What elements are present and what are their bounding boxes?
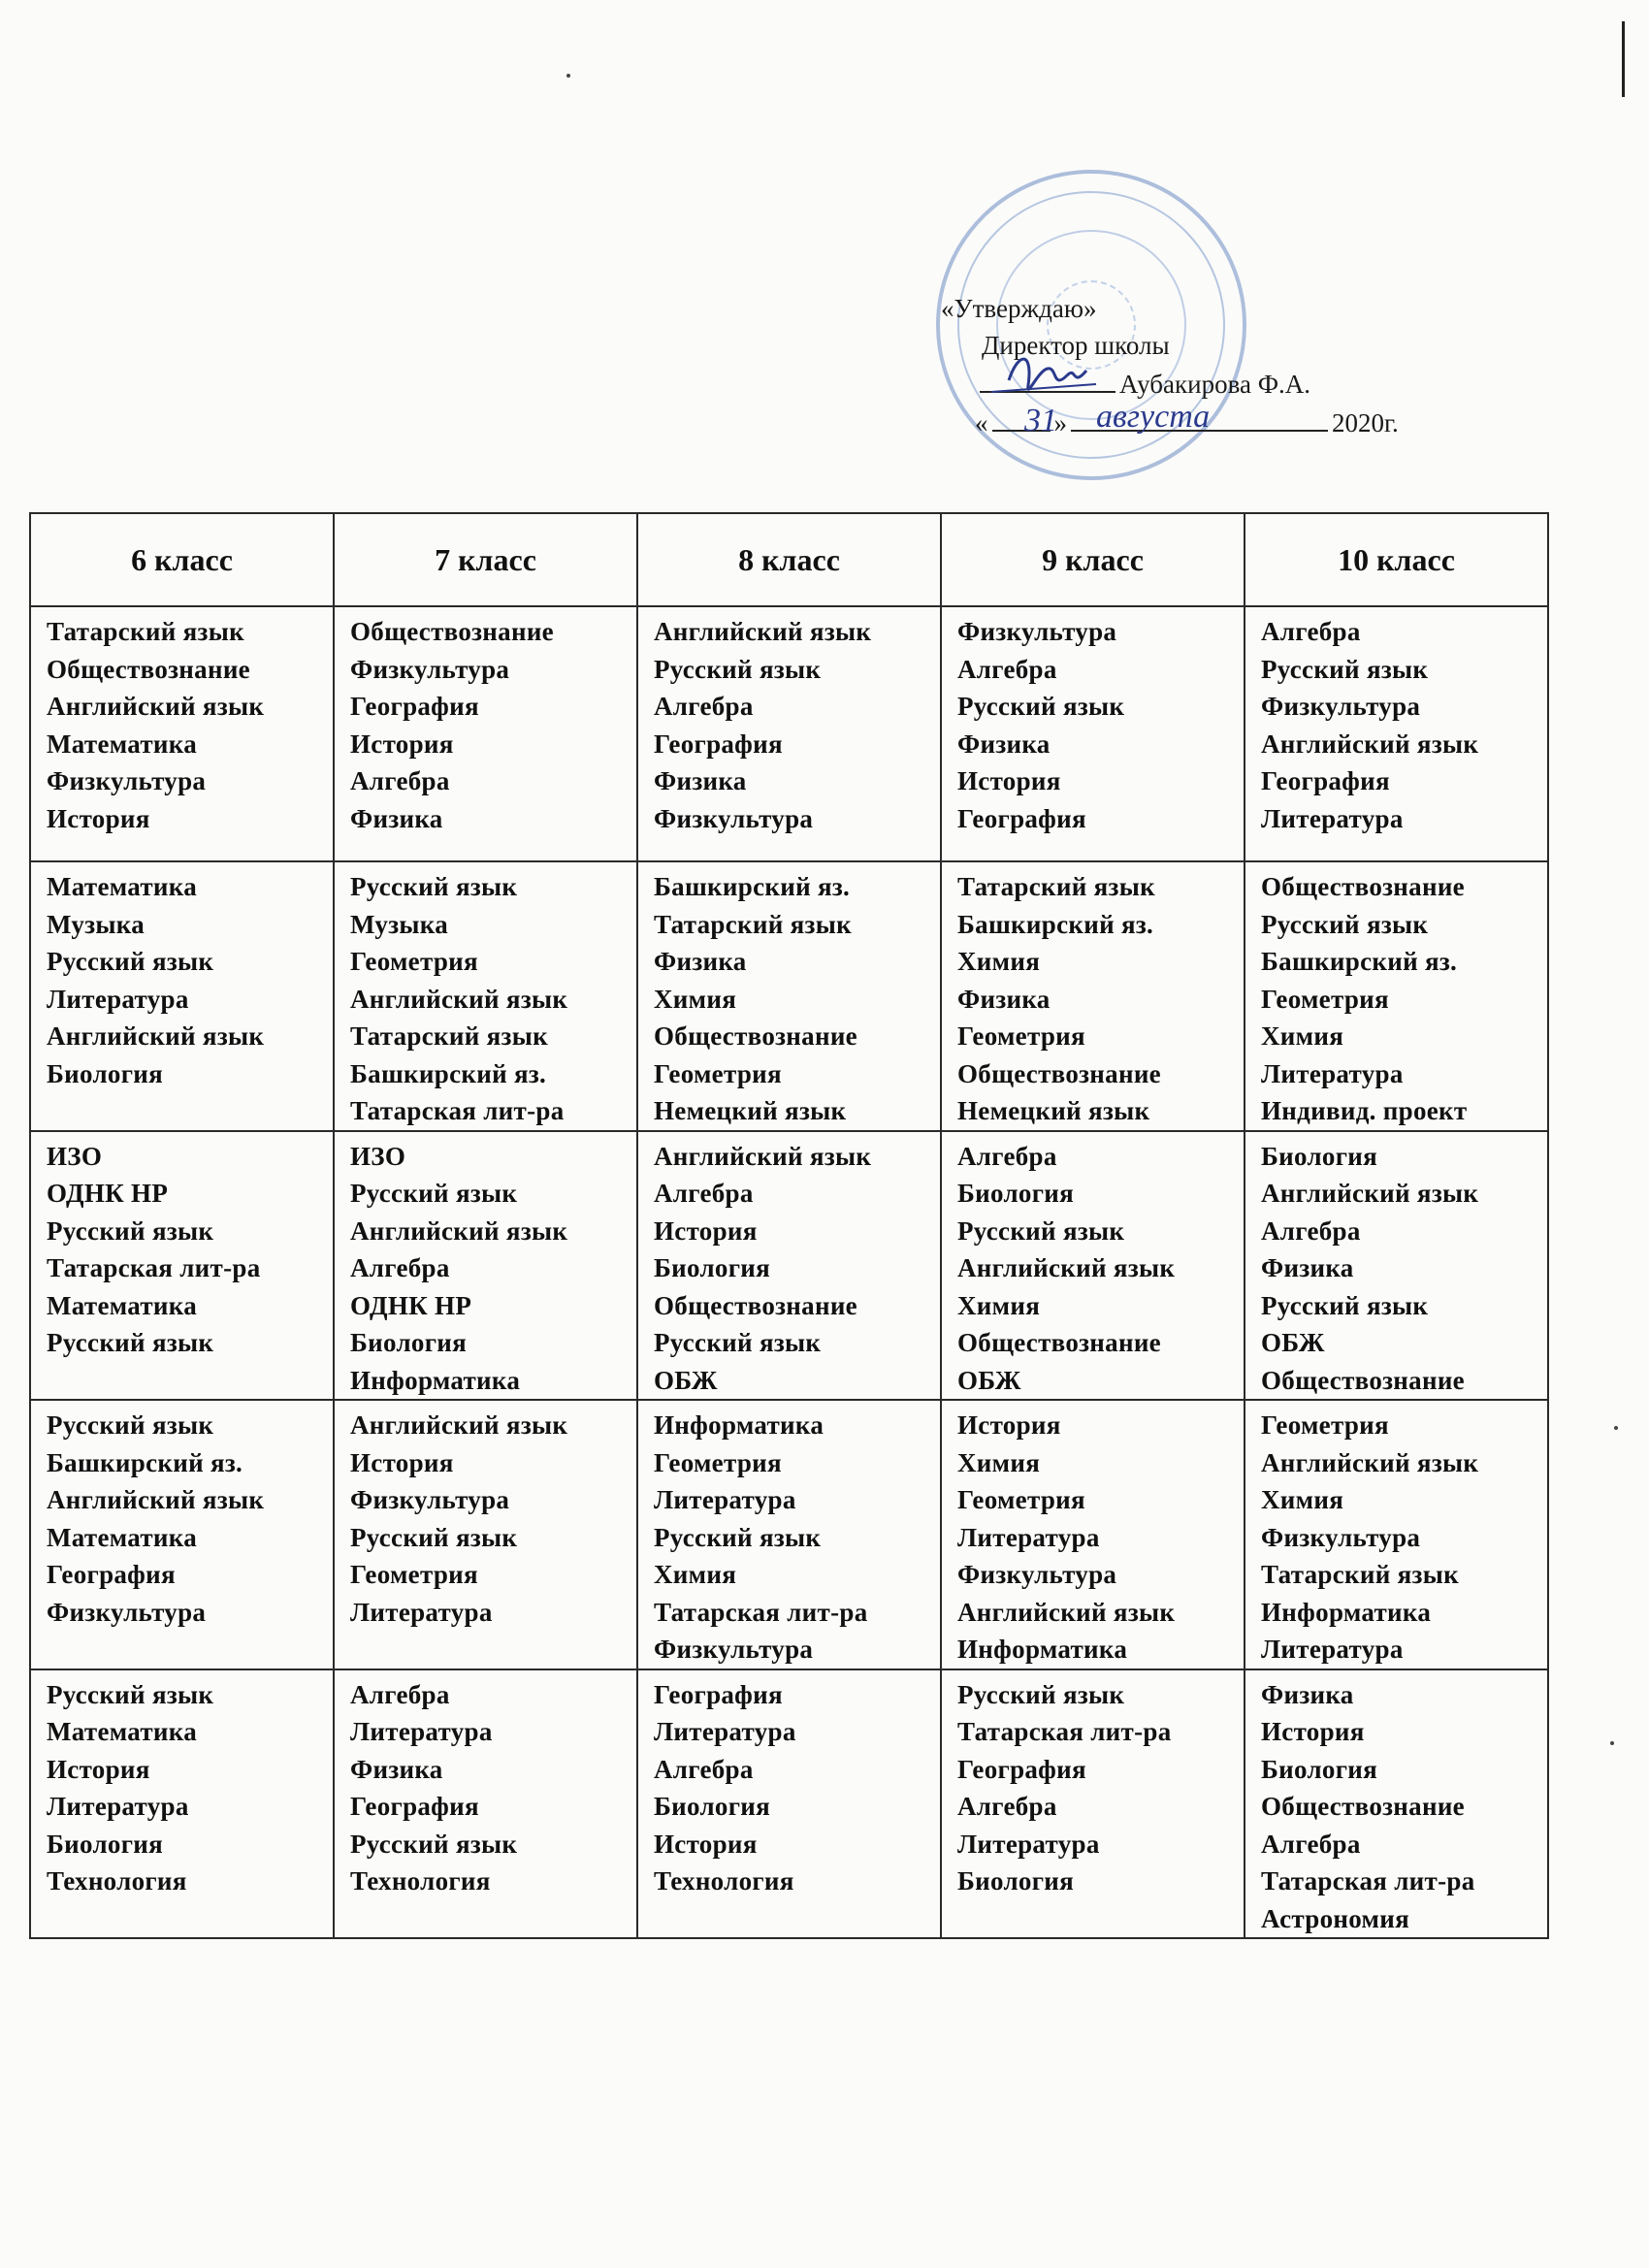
lesson-item: Геометрия (350, 947, 478, 976)
lesson-item: Биология (47, 1829, 164, 1859)
lesson-item: География (654, 729, 783, 759)
lesson-item: Алгебра (654, 1754, 754, 1784)
lesson-item: Татарский язык (957, 872, 1155, 901)
lesson-item: Музыка (350, 909, 449, 939)
lesson-item: Химия (957, 947, 1041, 976)
lesson-item: История (47, 1754, 150, 1784)
lesson-item: Алгебра (1261, 1215, 1361, 1246)
lesson-item: Русский язык (957, 1679, 1125, 1709)
lesson-item: Алгебра (1261, 1829, 1361, 1859)
lesson-item: Немецкий язык (957, 1096, 1150, 1125)
scan-speck (566, 74, 570, 78)
lesson-item: Татарский язык (1261, 1560, 1459, 1589)
lesson-item: Русский язык (350, 1179, 518, 1208)
lesson-item: Обществознание (1261, 1792, 1465, 1821)
lesson-item: Химия (957, 1447, 1041, 1477)
lesson-item: Физика (1261, 1253, 1354, 1282)
lesson-item: Немецкий язык (654, 1096, 847, 1125)
lesson-item: Музыка (47, 909, 146, 939)
lesson-item: Химия (1261, 1485, 1344, 1514)
schedule-cell (637, 1131, 941, 1401)
schedule-cell (1245, 606, 1548, 861)
lesson-item: ОБЖ (1261, 1328, 1325, 1357)
date-year: 2020г. (1332, 408, 1399, 437)
lesson-item: Технология (350, 1866, 491, 1895)
lesson-item: Русский язык (47, 1215, 214, 1246)
lesson-item: Алгебра (350, 1253, 450, 1282)
lesson-item: ИЗО (350, 1141, 406, 1171)
lesson-item: Русский язык (957, 692, 1125, 721)
day-row (30, 1400, 1548, 1669)
lesson-item: Русский язык (47, 1410, 214, 1440)
lesson-item: Английский язык (654, 1141, 872, 1171)
lesson-item: Биология (1261, 1754, 1378, 1784)
schedule-cell (941, 1400, 1245, 1669)
lesson-item: Татарский язык (654, 909, 852, 939)
day-row (30, 861, 1548, 1131)
lesson-item: Русский язык (350, 1829, 518, 1859)
lesson-item: География (47, 1560, 176, 1589)
lesson-item: Физика (654, 947, 747, 976)
lesson-item: Биология (654, 1253, 771, 1282)
lesson-item: Обществознание (47, 654, 250, 684)
lesson-item: Геометрия (957, 1021, 1085, 1051)
svg-text:августа: августа (1096, 399, 1211, 435)
lesson-item: Литература (957, 1522, 1100, 1552)
schedule-cell (30, 1669, 334, 1939)
lesson-item: Алгебра (350, 766, 450, 795)
lesson-item: Биология (654, 1792, 771, 1821)
lesson-item: Русский язык (1261, 909, 1429, 939)
lesson-item: География (654, 1679, 783, 1709)
lesson-item: Математика (47, 1290, 198, 1320)
lesson-item: Литература (654, 1485, 796, 1514)
lesson-item: Химия (1261, 1021, 1344, 1051)
lesson-item: Английский язык (957, 1597, 1176, 1627)
lesson-item: Английский язык (47, 692, 265, 721)
lesson-item: Английский язык (47, 1485, 265, 1514)
lesson-item: Обществознание (654, 1290, 857, 1320)
lesson-item: ОДНК НР (350, 1290, 472, 1320)
lesson-item: Русский язык (654, 654, 822, 684)
lesson-item: Математика (47, 1717, 198, 1746)
lesson-item: Биология (350, 1328, 468, 1357)
schedule-cell (30, 1131, 334, 1401)
lesson-item: Алгебра (957, 654, 1057, 684)
lesson-item: География (350, 692, 479, 721)
lesson-item: География (1261, 766, 1390, 795)
lesson-item: Литература (1261, 1058, 1404, 1088)
lesson-item: История (1261, 1717, 1365, 1746)
day-row (30, 1669, 1548, 1939)
class-header: 10 класс (1245, 513, 1548, 606)
lesson-item: Русский язык (47, 947, 214, 976)
date-quote-open: « (975, 408, 988, 437)
lesson-item: Литература (1261, 803, 1404, 833)
lesson-item: Химия (654, 1560, 737, 1589)
lesson-item: Геометрия (1261, 1410, 1389, 1440)
lesson-item: Татарская лит-ра (47, 1253, 261, 1282)
lesson-item: Башкирский яз. (957, 909, 1154, 939)
schedule-cell (637, 861, 941, 1131)
director-title: Директор школы (982, 331, 1170, 360)
lesson-item: Физика (957, 984, 1051, 1014)
schedule-table (29, 512, 1549, 1939)
lesson-item: Алгебра (1261, 617, 1361, 646)
schedule-cell (637, 606, 941, 861)
lesson-item: География (957, 803, 1086, 833)
lesson-item: Геометрия (1261, 984, 1389, 1014)
lesson-item: Геометрия (350, 1560, 478, 1589)
lesson-item: Математика (47, 872, 198, 901)
lesson-item: Физкультура (350, 1485, 510, 1514)
lesson-item: История (654, 1829, 758, 1859)
lesson-item: История (957, 766, 1061, 795)
lesson-item: Физкультура (1261, 1522, 1421, 1552)
lesson-item: ОДНК НР (47, 1179, 169, 1208)
schedule-cell (30, 861, 334, 1131)
lesson-item: Физкультура (957, 1560, 1117, 1589)
lesson-item: Английский язык (654, 617, 872, 646)
scan-speck (1614, 1426, 1618, 1430)
lesson-item: Информатика (957, 1635, 1128, 1664)
lesson-item: Астрономия (1261, 1903, 1410, 1933)
lesson-item: Физика (350, 1754, 443, 1784)
lesson-item: Биология (957, 1866, 1075, 1895)
schedule-cell (637, 1400, 941, 1669)
schedule-cell (1245, 861, 1548, 1131)
lesson-item: История (350, 1447, 454, 1477)
lesson-item: Обществознание (1261, 1365, 1465, 1395)
lesson-item: ОБЖ (654, 1365, 718, 1395)
lesson-item: Башкирский яз. (1261, 947, 1458, 976)
schedule-cell (334, 1131, 637, 1401)
lesson-item: Русский язык (350, 872, 518, 901)
lesson-item: Биология (47, 1058, 164, 1088)
lesson-item: Английский язык (350, 984, 568, 1014)
lesson-item: Геометрия (957, 1485, 1085, 1514)
class-header: 8 класс (637, 513, 941, 606)
schedule-header-row (30, 513, 1548, 606)
lesson-item: Технология (654, 1866, 794, 1895)
lesson-item: Алгебра (957, 1141, 1057, 1171)
lesson-item: Литература (957, 1829, 1100, 1859)
lesson-item: Обществознание (957, 1058, 1161, 1088)
schedule-cell (941, 1131, 1245, 1401)
scan-edge-line (1622, 21, 1625, 97)
lesson-item: Башкирский яз. (654, 872, 851, 901)
lesson-item: Татарская лит-ра (957, 1717, 1172, 1746)
lesson-item: Литература (654, 1717, 796, 1746)
lesson-item: История (47, 803, 150, 833)
lesson-item: Физика (957, 729, 1051, 759)
schedule-cell (334, 861, 637, 1131)
handwritten-signature-and-date (980, 341, 1290, 438)
lesson-item: ОБЖ (957, 1365, 1021, 1395)
lesson-item: Химия (957, 1290, 1041, 1320)
class-header: 6 класс (30, 513, 334, 606)
lesson-item: Физика (1261, 1679, 1354, 1709)
schedule-cell (334, 1669, 637, 1939)
lesson-item: Английский язык (1261, 729, 1479, 759)
scan-speck (1610, 1741, 1614, 1745)
lesson-item: История (654, 1215, 758, 1246)
class-header: 7 класс (334, 513, 637, 606)
lesson-item: Русский язык (47, 1328, 214, 1357)
schedule-cell (334, 606, 637, 861)
lesson-item: Математика (47, 729, 198, 759)
lesson-item: Литература (1261, 1635, 1404, 1664)
lesson-item: Английский язык (350, 1215, 568, 1246)
schedule-cell (941, 1669, 1245, 1939)
lesson-item: Биология (1261, 1141, 1378, 1171)
lesson-item: Математика (47, 1522, 198, 1552)
lesson-item: Физкультура (1261, 692, 1421, 721)
lesson-item: Татарская лит-ра (654, 1597, 868, 1627)
lesson-item: Биология (957, 1179, 1075, 1208)
lesson-item: История (957, 1410, 1061, 1440)
lesson-item: Информатика (350, 1365, 521, 1395)
lesson-item: Литература (47, 1792, 189, 1821)
schedule-cell (30, 1400, 334, 1669)
lesson-item: Алгебра (350, 1679, 450, 1709)
lesson-item: Русский язык (957, 1215, 1125, 1246)
lesson-item: Английский язык (47, 1021, 265, 1051)
lesson-item: Физкультура (47, 766, 207, 795)
lesson-item: Башкирский яз. (350, 1058, 547, 1088)
lesson-item: Физкультура (350, 654, 510, 684)
lesson-item: География (350, 1792, 479, 1821)
lesson-item: Геометрия (654, 1058, 782, 1088)
lesson-item: Физика (350, 803, 443, 833)
schedule-body (30, 606, 1548, 1938)
day-row (30, 606, 1548, 861)
lesson-item: Физика (654, 766, 747, 795)
lesson-item: Английский язык (350, 1410, 568, 1440)
lesson-item: Татарский язык (350, 1021, 548, 1051)
lesson-item: Татарский язык (47, 617, 244, 646)
lesson-item: Русский язык (654, 1522, 822, 1552)
lesson-item: Башкирский яз. (47, 1447, 243, 1477)
lesson-item: Обществознание (350, 617, 554, 646)
schedule-cell (1245, 1400, 1548, 1669)
lesson-item: Литература (350, 1597, 493, 1627)
lesson-item: Физкультура (957, 617, 1117, 646)
lesson-item: Алгебра (957, 1792, 1057, 1821)
lesson-item: Обществознание (654, 1021, 857, 1051)
lesson-item: Химия (654, 984, 737, 1014)
schedule-cell (941, 606, 1245, 861)
lesson-item: Русский язык (47, 1679, 214, 1709)
lesson-item: Русский язык (654, 1328, 822, 1357)
lesson-item: Русский язык (1261, 1290, 1429, 1320)
director-name: Аубакирова Ф.А. (1119, 370, 1311, 399)
lesson-item: Русский язык (1261, 654, 1429, 684)
lesson-item: Обществознание (1261, 872, 1465, 901)
date-quote-close: » (1053, 408, 1067, 437)
lesson-item: История (350, 729, 454, 759)
schedule-cell (30, 606, 334, 861)
lesson-item: Алгебра (654, 1179, 754, 1208)
lesson-item: Физкультура (654, 1635, 814, 1664)
class-header: 9 класс (941, 513, 1245, 606)
lesson-item: Обществознание (957, 1328, 1161, 1357)
lesson-item: Татарская лит-ра (1261, 1866, 1475, 1895)
lesson-item: География (957, 1754, 1086, 1784)
lesson-item: ИЗО (47, 1141, 103, 1171)
lesson-item: Английский язык (1261, 1179, 1479, 1208)
lesson-item: Геометрия (654, 1447, 782, 1477)
schedule-cell (1245, 1669, 1548, 1939)
lesson-item: Алгебра (654, 692, 754, 721)
lesson-item: Литература (350, 1717, 493, 1746)
svg-text:31: 31 (1024, 403, 1057, 438)
schedule-cell (334, 1400, 637, 1669)
lesson-item: Английский язык (957, 1253, 1176, 1282)
day-row (30, 1131, 1548, 1401)
schedule-cell (941, 861, 1245, 1131)
lesson-item: Физкультура (47, 1597, 207, 1627)
lesson-item: Английский язык (1261, 1447, 1479, 1477)
lesson-item: Физкультура (654, 803, 814, 833)
lesson-item: Русский язык (350, 1522, 518, 1552)
lesson-item: Индивид. проект (1261, 1096, 1468, 1125)
lesson-item: Татарская лит-ра (350, 1096, 565, 1125)
lesson-item: Информатика (654, 1410, 824, 1440)
approval-title: «Утверждаю» (941, 294, 1097, 323)
schedule-cell (1245, 1131, 1548, 1401)
lesson-item: Литература (47, 984, 189, 1014)
lesson-item: Информатика (1261, 1597, 1432, 1627)
lesson-item: Технология (47, 1866, 187, 1895)
schedule-cell (637, 1669, 941, 1939)
